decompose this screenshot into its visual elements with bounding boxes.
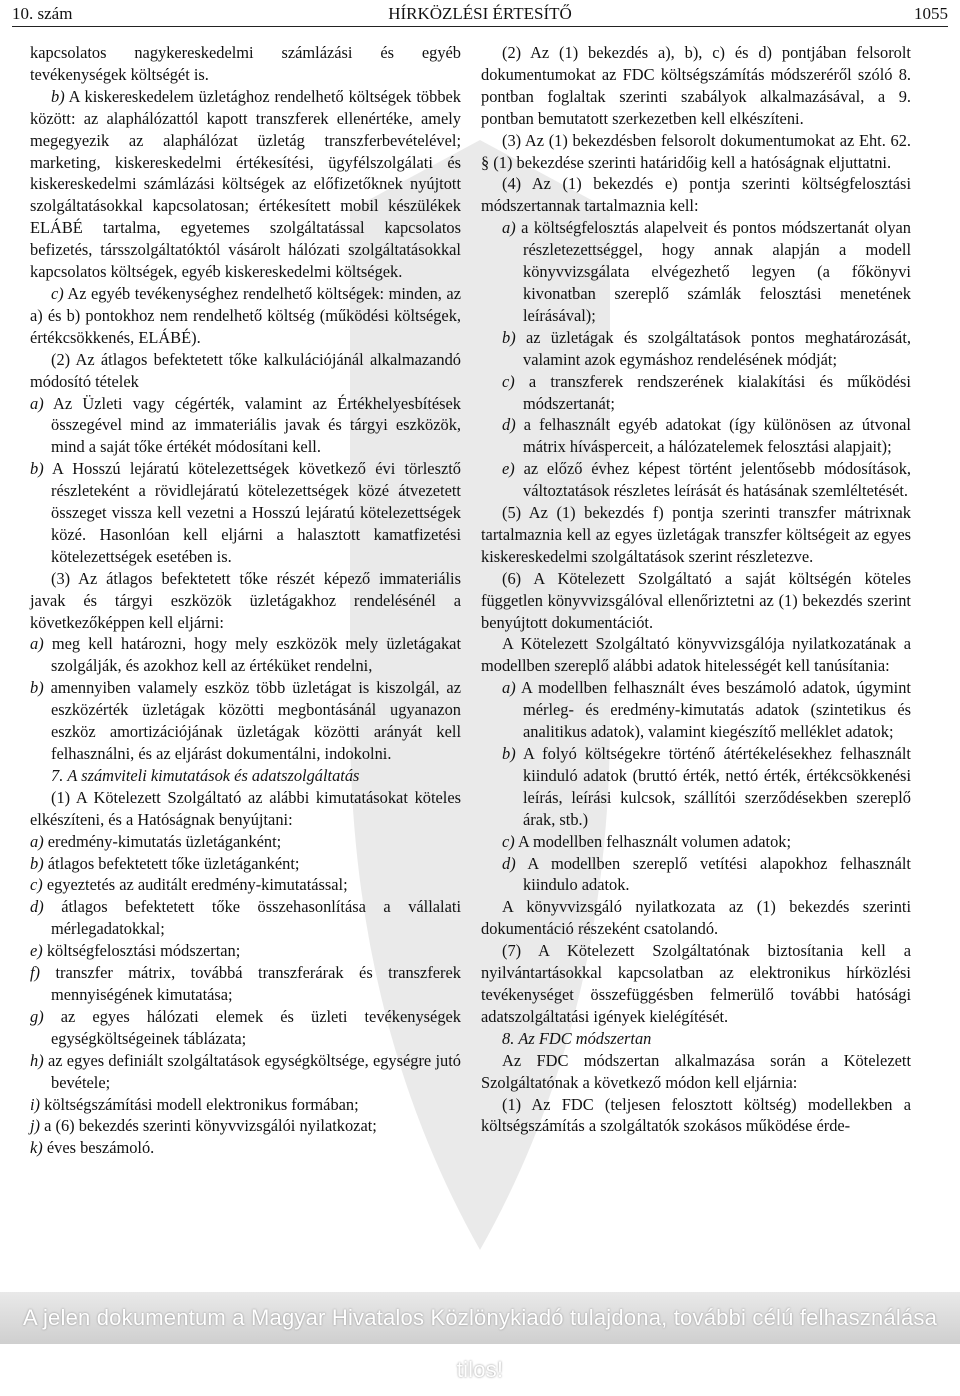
item-label: f): [30, 963, 41, 983]
paragraph: [481, 371, 911, 415]
paragraph-text: az üzletágak és szolgáltatások pontos meghatározását, valamint azok egymáshoz rendelésének módját;: [523, 327, 911, 369]
item-label: k): [30, 1138, 43, 1158]
paragraph-text: Az Üzleti vagy cégérték, valamint az Értékhelyesbítések összegével mind az immateriális javak és tárgyi eszközök, mind a saját tőke értékét módosítani kell.: [51, 393, 461, 457]
paragraph-text: A Kötelezett Szolgáltató könyvvizsgálója nyilatkozatának a modellben szereplő alábbi adatok hitelességét kell tanúsítania:: [481, 634, 911, 676]
paragraph: [30, 853, 461, 875]
paragraph: [30, 568, 461, 634]
paragraph-text: A könyvvizsgáló nyilatkozata az (1) bekezdés szerinti dokumentáció részeként csatolandó.: [481, 897, 911, 939]
item-label: e): [502, 459, 515, 479]
paragraph: [30, 42, 461, 86]
paragraph-text: éves beszámoló.: [46, 1138, 155, 1158]
paragraph-text: a (6) bekezdés szerinti könyvvizsgálói nyilatkozat;: [44, 1116, 377, 1136]
paragraph: [30, 962, 461, 1006]
paragraph-text: a felhasznált egyéb adatokat (így különösen az útvonal mátrix hívásperceit, a hálózatelemek felosztási alapjait);: [523, 415, 911, 457]
paragraph-text: meg kell határozni, hogy mely eszközök mely üzletágakat szolgálják, és azokhoz kell az értéküket rendelni,: [51, 634, 461, 676]
paragraph: [481, 173, 911, 217]
paragraph-text: A Hosszú lejáratú kötelezettségek következő évi törlesztő részleteként a rövidlejáratú kötelezettségek közé átvezetett összeget vissza kell vezetni a Hosszú lejáratú kötelezettségek közé. Hasonlóan kell eljárni a halasztott kamatfizetési kötelezettségek esetében is.: [51, 459, 461, 566]
section-heading: [30, 765, 461, 787]
paragraph: [481, 677, 911, 743]
paragraph: [30, 86, 461, 283]
paragraph: [30, 1115, 461, 1137]
paragraph-text: az egyes hálózati elemek és üzleti tevékenységek egységköltségeinek táblázata;: [51, 1006, 461, 1048]
item-label: 8.: [502, 1028, 515, 1048]
item-label: e): [30, 941, 43, 961]
paragraph-text: Az egyéb tevékenységhez rendelhető költségek: minden, az a) és b) pontokhoz nem rendelhető költség (működési költségek, értékcsökkenés, ELÁBÉ).: [30, 283, 461, 347]
paragraph: [481, 633, 911, 677]
paragraph-text: átlagos befektetett tőke üzletáganként;: [47, 853, 300, 873]
item-label: b): [502, 327, 516, 347]
item-label: a): [30, 634, 44, 654]
paragraph: [30, 1050, 461, 1094]
paragraph: [481, 743, 911, 831]
paragraph: [481, 217, 911, 327]
paragraph: [481, 458, 911, 502]
paragraph-text: (5) Az (1) bekezdés f) pontja szerinti transzfer mátrixnak tartalmaznia kell az egyes üzletágak transzfer költségeit az egyes kiskereskedelmi szolgáltatások szerint részletezve.: [481, 503, 911, 566]
paragraph-text: Az FDC módszertan: [518, 1028, 652, 1048]
paragraph: [30, 349, 461, 393]
item-label: c): [502, 831, 515, 851]
paragraph-text: a transzferek rendszerének kialakítási és működési módszertanát;: [523, 371, 911, 413]
paragraph-text: (3) Az átlagos befektetett tőke részét képező immateriális javak és tárgyi eszközök üzletágakhoz rendelésénél a következőképpen kell eljárni:: [30, 568, 461, 632]
paragraph: [481, 853, 911, 897]
paragraph: [481, 327, 911, 371]
paragraph: [481, 831, 911, 853]
item-label: a): [502, 218, 516, 238]
item-label: a): [502, 678, 516, 698]
paragraph: [30, 633, 461, 677]
item-label: d): [502, 415, 516, 435]
paragraph: [30, 1137, 461, 1159]
paragraph-text: költségszámítási modell elektronikus formában;: [44, 1094, 359, 1114]
paragraph: [30, 1006, 461, 1050]
paragraph-text: költségfelosztási módszertan;: [46, 941, 241, 961]
item-label: b): [30, 678, 44, 698]
paragraph: [481, 1094, 911, 1138]
paragraph-text: amennyiben valamely eszköz több üzletágat is kiszolgál, az eszközérték üzletágak közötti megbontásánál ugyanazon eszköz amortizációjának üzletágak közötti arányát kell felhasználni, és az eljárást dokumentálni, indokolni.: [50, 678, 461, 763]
paragraph-text: (2) Az (1) bekezdés a), b), c) és d) pontjában felsorolt dokumentumokat az FDC költségszámítás módszeréről szóló 8. pontban foglaltak szerinti szabályok alkalmazásával, a 9. pontban bemutatott szerkezetben kell elkészíteni.: [481, 43, 911, 128]
paragraph-text: A folyó költségekre történő átértékelésekhez felhasznált kiinduló adatok (bruttó érték, nettó érték, értékcsökkenési leírás, leírási kulcsok, szállítói szerződésekben szereplő árak, stb.): [523, 744, 911, 829]
paragraph-text: (1) Az FDC (teljesen felosztott költség) modellekben a költségszámítás a szolgáltatók szokásos működése érde-: [481, 1094, 911, 1136]
item-label: d): [30, 897, 44, 917]
paragraph-text: A modellben felhasznált éves beszámoló adatok, úgymint mérleg- és eredmény-kimutatás adatok (szintetikus és analitikus adatok), valamint kiegészítő melléklet adatok;: [520, 678, 911, 742]
item-label: a): [30, 393, 44, 413]
paragraph-text: (2) Az átlagos befektetett tőke kalkulációjánál alkalmazandó módosító tételek: [30, 349, 461, 391]
page-header: [12, 2, 948, 27]
paragraph-text: A modellben felhasznált volumen adatok;: [517, 831, 792, 851]
right-column: [481, 42, 911, 1137]
item-label: b): [502, 744, 516, 763]
item-label: b): [30, 459, 44, 479]
paragraph: [30, 1094, 461, 1116]
paragraph: [30, 458, 461, 568]
footer-watermark: A jelen dokumentum a Magyar Hivatalos Közlönykiadó tulajdona, további célú felhasználása tilos!: [0, 1292, 960, 1344]
paragraph: [481, 568, 911, 634]
paragraph-text: (3) Az (1) bekezdésben felsorolt dokumentumokat az Eht. 62. § (1) bekezdése szerinti határidőig kell a hatóságnak eljuttatni.: [481, 130, 911, 172]
item-label: j): [30, 1116, 41, 1136]
paragraph: [481, 896, 911, 940]
item-label: c): [51, 283, 64, 303]
item-label: b): [30, 853, 44, 873]
left-column: [30, 42, 461, 1159]
issue-number: 10. szám: [12, 4, 73, 23]
item-label: b): [51, 86, 65, 106]
paragraph: [30, 940, 461, 962]
paragraph-text: (7) A Kötelezett Szolgáltatónak biztosítania kell a nyilvántartásokkal kapcsolatban az elektronikus hírközlési tevékenységet összefüggésben felmerülő további hatósági adatszolgáltatási igények kielégítését.: [481, 941, 911, 1026]
paragraph: [481, 940, 911, 1028]
item-label: c): [502, 371, 515, 391]
paragraph: [30, 896, 461, 940]
paragraph-text: (6) A Kötelezett Szolgáltató a saját költségén köteles független könyvvizsgálóval ellenőriztetni az (1) bekezdés szerint benyújtott dokumentációt.: [481, 568, 911, 632]
paragraph: [481, 1050, 911, 1094]
paragraph: [30, 831, 461, 853]
paragraph: [481, 130, 911, 174]
paragraph-text: A számviteli kimutatások és adatszolgáltatás: [67, 765, 360, 785]
paragraph-text: átlagos befektetett tőke összehasonlítása a vállalati mérlegadatokkal;: [51, 897, 461, 939]
item-label: a): [30, 831, 44, 851]
paragraph: [481, 414, 911, 458]
paragraph-text: Az FDC módszertan alkalmazása során a Kötelezett Szolgáltatónak a következő módon kell eljárnia:: [481, 1050, 911, 1092]
paragraph-text: A modellben szereplő vetítési alapokhoz felhasznált kiindulo adatok.: [523, 853, 911, 895]
paragraph-text: egyeztetés az auditált eredmény-kimutatással;: [46, 875, 348, 895]
item-label: i): [30, 1094, 41, 1114]
item-label: h): [30, 1050, 44, 1070]
paragraph: [30, 787, 461, 831]
paragraph-text: az egyes definiált szolgáltatások egységköltsége, egységre jutó bevétele;: [47, 1050, 461, 1092]
paragraph: [30, 677, 461, 765]
paragraph-text: transzfer mátrix, továbbá transzferárak és transzferek mennyiségének kimutatása;: [51, 963, 461, 1004]
paragraph-text: az előző évhez képest történt jelentősebb módosítások, változtatások részletes leírását és hatásának szemléltetését.: [523, 459, 911, 501]
paragraph: [481, 502, 911, 568]
item-label: 7.: [51, 765, 64, 785]
paragraph-text: eredmény-kimutatás üzletáganként;: [47, 831, 282, 851]
paragraph: [30, 283, 461, 349]
item-label: d): [502, 853, 516, 873]
paragraph: [30, 393, 461, 459]
item-label: c): [30, 875, 43, 895]
page-number: 1055: [914, 4, 948, 23]
publication-title: HÍRKÖZLÉSI ÉRTESÍTŐ: [388, 4, 572, 23]
paragraph: [481, 42, 911, 130]
paragraph-text: (4) Az (1) bekezdés e) pontja szerinti költségfelosztási módszertannak tartalmaznia kell:: [481, 174, 911, 216]
paragraph: [30, 874, 461, 896]
paragraph-text: a költségfelosztás alapelveit és pontos módszertanát olyan részletezettséggel, hogy annak alapján a modell könyvvizsgálata elvégezhető legyen (a főkönyvi kivonatban szereplő számlák felosztási menetének leírásával);: [521, 218, 911, 325]
paragraph-text: (1) A Kötelezett Szolgáltató az alábbi kimutatásokat köteles elkészíteni, és a Hatóságnak benyújtani:: [30, 787, 461, 829]
item-label: g): [30, 1006, 44, 1026]
paragraph-text: kapcsolatos nagykereskedelmi számlázási és egyéb tevékenységek költségét is.: [30, 43, 461, 84]
paragraph-text: A kiskereskedelem üzletághoz rendelhető költségek többek között: az alaphálózattól kapott transzferek ellenértéke, amely megegyezik az alaphálózat üzletág transzferbevételével; marketing, kiskereskedelmi értékesítési, ügyfélszolgálati és kiskereskedelmi számlázási költségek az előfizetőknek nyújtott szolgáltatásokkal kapcsolatosan; értékesített mobil készülékek ELÁBÉ tartalma, egyetemes szolgáltatással kapcsolatos befizetés, társszolgáltatóktól vásárolt hálózati szolgáltatásokkal kapcsolatos költségek, egyéb kiskereskedelmi költségek.: [30, 86, 461, 282]
section-heading: [481, 1028, 911, 1050]
